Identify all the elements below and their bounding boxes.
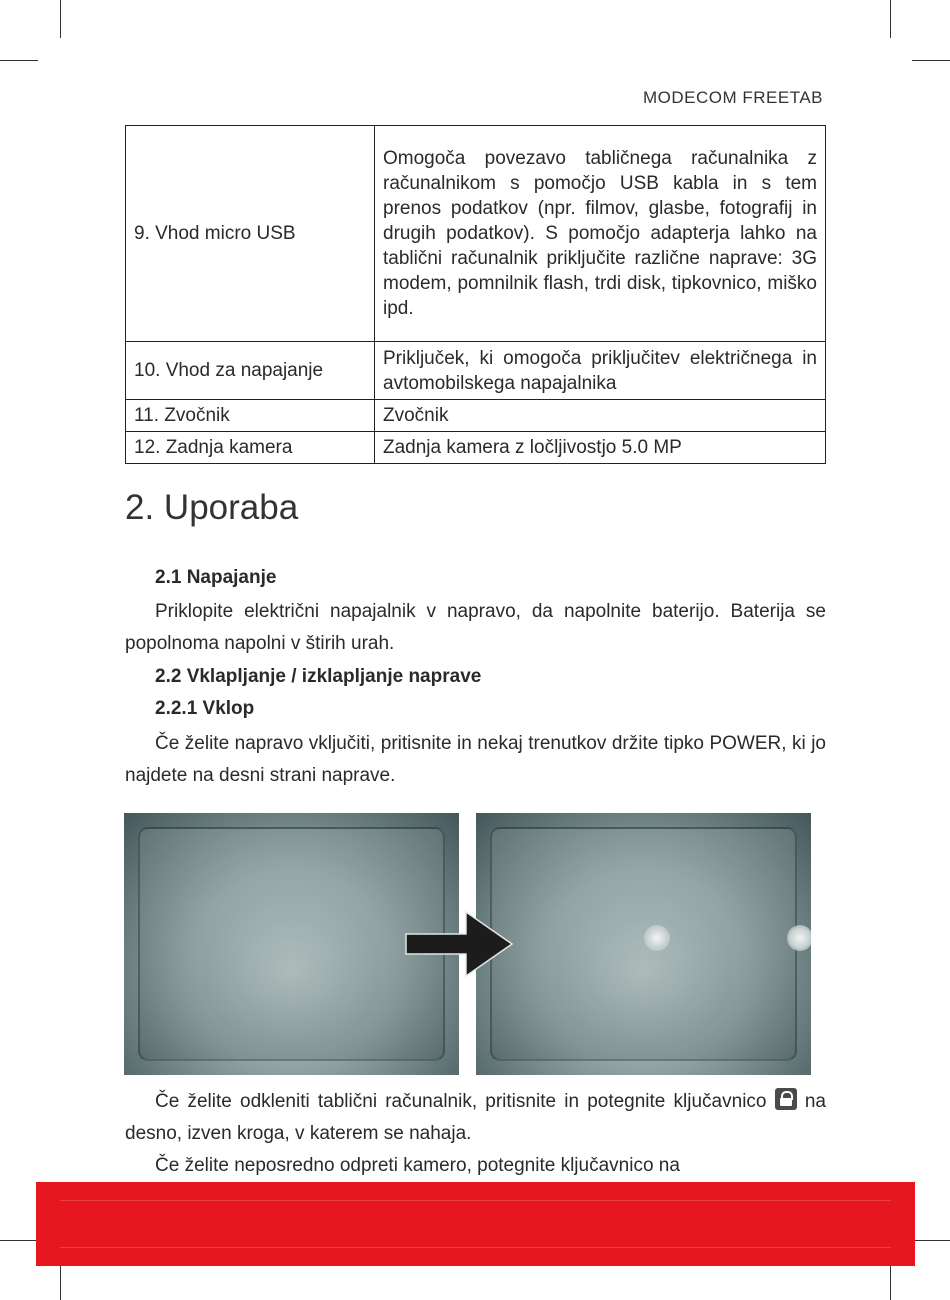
paragraph-text: na desno, izven kroga, v katerem se nahaja.	[125, 1091, 826, 1144]
footer-bar-inner	[60, 1200, 891, 1248]
table-row	[126, 432, 826, 464]
paragraph: Če želite napravo vključiti, pritisnite in nekaj trenutkov držite tipko POWER, ki jo najdete na desni strani naprave.	[125, 733, 826, 786]
crop-mark	[60, 0, 61, 38]
spec-table	[125, 125, 826, 464]
table-row	[126, 342, 826, 400]
crop-mark	[890, 0, 891, 38]
crop-mark	[0, 60, 38, 61]
subsection-heading: 2.1 Napajanje	[155, 567, 277, 588]
table-cell-description: Zadnja kamera z ločljivostjo 5.0 MP	[375, 432, 826, 464]
paragraph: Če želite neposredno odpreti kamero, potegnite ključavnico na	[155, 1155, 680, 1176]
tablet-screen	[138, 827, 445, 1061]
power-button-highlight	[787, 925, 811, 951]
tablet-photo-after	[476, 813, 811, 1075]
crop-mark	[0, 1240, 38, 1241]
table-cell-label: 11. Zvočnik	[126, 400, 375, 432]
tablet-screen	[490, 827, 797, 1061]
table-cell-label: 12. Zadnja kamera	[126, 432, 375, 464]
lock-icon	[775, 1088, 797, 1110]
footer-bar	[36, 1182, 915, 1266]
table-cell-description: Zvočnik	[375, 400, 826, 432]
table-row	[126, 126, 826, 342]
crop-mark	[912, 60, 950, 61]
paragraph	[125, 1086, 826, 1150]
paragraph: Priklopite električni napajalnik v napravo, da napolnite baterijo. Baterija se popolnoma napolni v štirih urah.	[125, 601, 826, 654]
table-cell-description: Priključek, ki omogoča priključitev električnega in avtomobilskega napajalnika	[375, 342, 826, 400]
section-heading: 2. Uporaba	[125, 488, 299, 527]
power-button-highlight	[644, 925, 670, 951]
subsection-heading: 2.2.1 Vklop	[155, 698, 255, 719]
table-cell-description: Omogoča povezavo tabličnega računalnika z računalnikom s pomočjo USB kabla in s tem prenos podatkov (npr. filmov, glasbe, fotografij in drugih podatkov). S pomočjo adapterja lahko na tablični računalnik priključite različne naprave: 3G modem, pomnilnik flash, trdi disk, tipkovnico, miško ipd.	[375, 126, 826, 342]
paragraph-text: Če želite odkleniti tablični računalnik, pritisnite in potegnite ključavnico	[155, 1091, 767, 1112]
subsection-heading: 2.2 Vklapljanje / izklapljanje naprave	[155, 666, 482, 687]
crop-mark	[890, 1262, 891, 1300]
table-cell-label: 10. Vhod za napajanje	[126, 342, 375, 400]
crop-mark	[60, 1262, 61, 1300]
table-cell-label: 9. Vhod micro USB	[126, 126, 375, 342]
arrow-right-icon	[404, 908, 516, 980]
table-row	[126, 400, 826, 432]
crop-mark	[912, 1240, 950, 1241]
page-header-brand: MODECOM FREETAB	[642, 88, 823, 107]
